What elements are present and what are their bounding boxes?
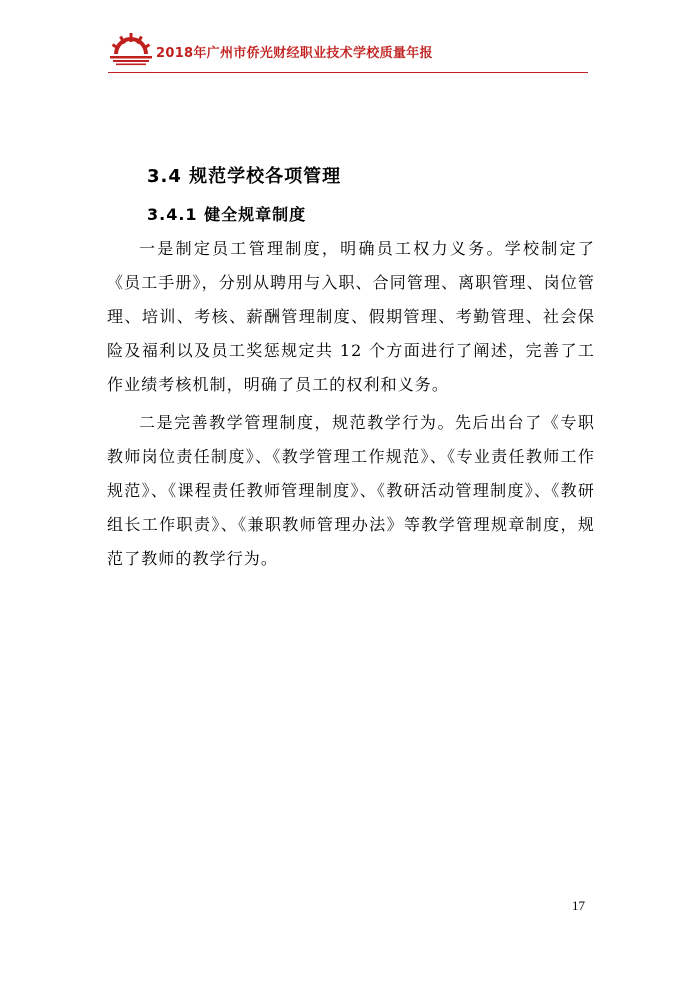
paragraph-teaching-management: 二是完善教学管理制度，规范教学行为。先后出台了《专职教师岗位责任制度》、《教学管理工作规范》、《专业责任教师工作规范》、《课程责任教师管理制度》、《教研活动管理制度》、《教研组长工作职责》、《兼职教师管理办法》等教学管理规章制度，规范了教师的教学行为。 [107,413,595,568]
subsection-heading: 3.4.1 健全规章制度 [147,205,307,224]
section-heading: 3.4 规范学校各项管理 [147,166,342,187]
paragraph-staff-management: 一是制定员工管理制度，明确员工权力义务。学校制定了《员工手册》，分别从聘用与入职、合同管理、离职管理、岗位管理、培训、考核、薪酬管理制度、假期管理、考勤管理、社会保险及福利以及员工奖惩规定共 12 个方面进行了阐述，完善了工作业绩考核机制，明确了员工的权利和义务。 [107,239,595,394]
page-header [108,22,588,74]
header-divider [108,72,588,73]
document-body [107,162,595,576]
school-logo-icon [108,28,154,68]
page-number: 17 [572,898,585,913]
header-title: 2018年广州市侨光财经职业技术学校质量年报 [156,46,433,61]
